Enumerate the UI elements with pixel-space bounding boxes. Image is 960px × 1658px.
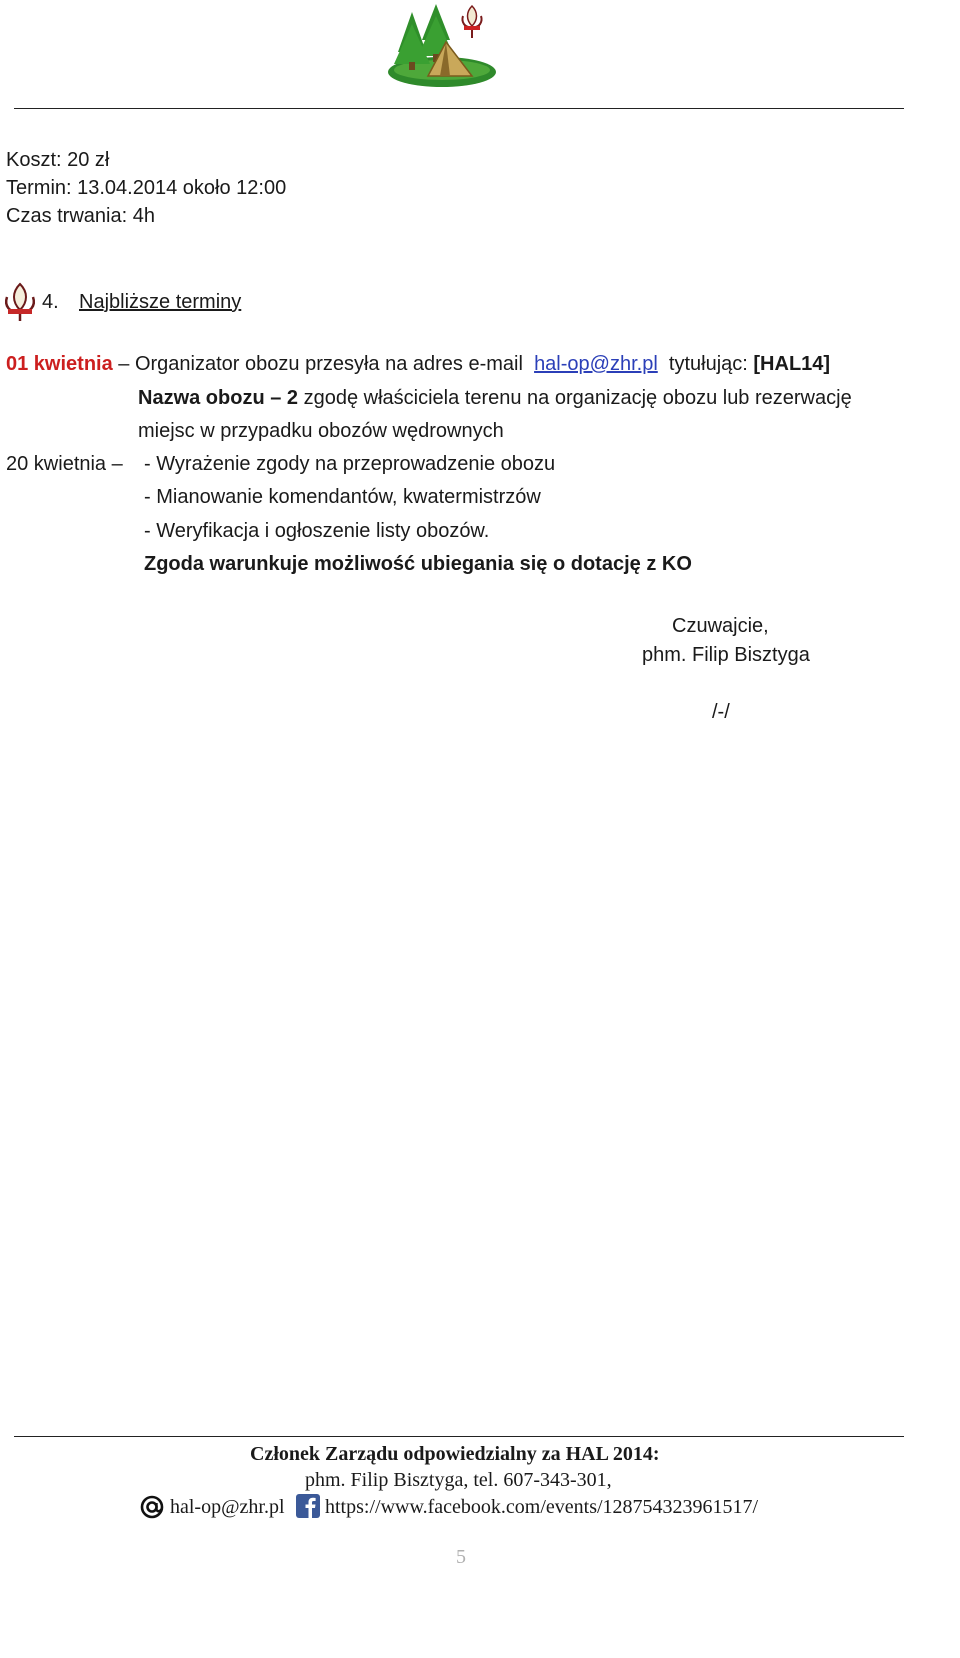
- entry-1-line-2-text: zgodę właściciela terenu na organizację obozu lub rezerwację: [303, 387, 852, 409]
- facebook-icon: [296, 1494, 320, 1518]
- footer-email[interactable]: hal-op@zhr.pl: [170, 1496, 285, 1518]
- entry-1-text: Organizator obozu przesyła na adres e-mail: [134, 353, 523, 375]
- info-cost: Koszt: 20 zł: [6, 149, 110, 171]
- footer-facebook-link[interactable]: https://www.facebook.com/events/128754323961517/: [325, 1496, 759, 1518]
- entry-2-item-3: - Weryfikacja i ogłoszenie listy obozów.: [144, 520, 490, 542]
- entry-1-dash: –: [118, 353, 130, 375]
- camp-logo-icon: [384, 0, 504, 92]
- schedule-entry-1-line-3: miejsc w przypadku obozów wędrownych: [138, 420, 504, 442]
- at-icon: [139, 1494, 165, 1520]
- entry-2-item-2: - Mianowanie komendantów, kwatermistrzów: [144, 486, 541, 508]
- page-number: 5: [456, 1546, 466, 1568]
- footer-title: Członek Zarządu odpowiedzialny za HAL 2014:: [250, 1443, 660, 1465]
- section-number: 4.: [42, 291, 59, 313]
- entry-1-text2: tytułując:: [668, 353, 748, 375]
- entry-1-tag: [HAL14]: [753, 353, 831, 375]
- entry-2-date: 20 kwietnia –: [6, 453, 123, 475]
- signature-name: phm. Filip Bisztyga: [642, 644, 810, 666]
- entry-1-camp-name: Nazwa obozu – 2: [138, 387, 299, 409]
- schedule-note: Zgoda warunkuje możliwość ubiegania się o dotację z KO: [144, 553, 692, 575]
- signature-mark: /-/: [712, 701, 730, 723]
- entry-1-date: 01 kwietnia: [6, 353, 113, 375]
- info-date: Termin: 13.04.2014 około 12:00: [6, 177, 287, 199]
- entry-2-item-1: - Wyrażenie zgody na przeprowadzenie obozu: [144, 453, 556, 475]
- footer-divider: [14, 1436, 904, 1437]
- section-title: Najbliższe terminy: [79, 291, 242, 313]
- entry-1-email-link[interactable]: hal-op@zhr.pl: [534, 353, 658, 375]
- footer-contact: phm. Filip Bisztyga, tel. 607-343-301,: [305, 1469, 612, 1491]
- signature-greeting: Czuwajcie,: [672, 615, 769, 637]
- schedule-entry-1: [6, 350, 830, 378]
- schedule-entry-1-line-2: [138, 384, 852, 412]
- header-divider: [14, 108, 904, 109]
- info-duration: Czas trwania: 4h: [6, 205, 155, 227]
- lily-icon: [2, 282, 38, 322]
